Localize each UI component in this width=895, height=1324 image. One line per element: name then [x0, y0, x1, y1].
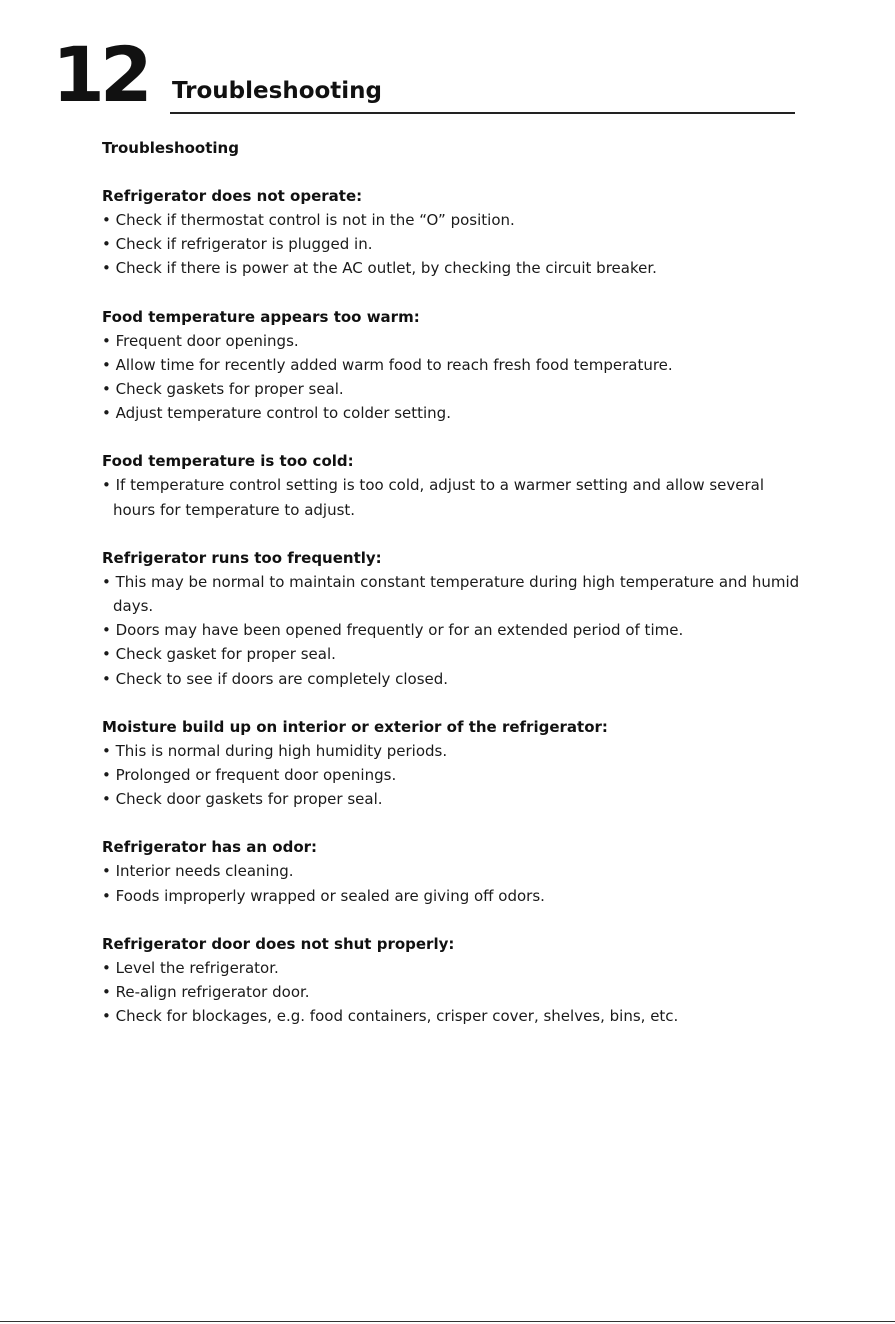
list-item: • Check if refrigerator is plugged in. — [102, 232, 802, 256]
bullet-list — [102, 956, 802, 1029]
list-item: • If temperature control setting is too cold, adjust to a warmer setting and allow several hours for temperature to adjust. — [102, 473, 802, 521]
section-heading: Refrigerator has an odor: — [102, 838, 318, 857]
bullet-list — [102, 570, 802, 691]
bullet-list — [102, 473, 802, 521]
chapter-number: 12 — [52, 30, 148, 119]
section-heading: Refrigerator door does not shut properly: — [102, 934, 455, 953]
list-item: • Check door gaskets for proper seal. — [102, 787, 802, 811]
bullet-list — [102, 739, 802, 812]
list-item: • This may be normal to maintain constant temperature during high temperature and humid days. — [102, 570, 802, 618]
bullet-list — [102, 859, 802, 907]
section-too-warm — [102, 305, 802, 426]
title-divider — [170, 112, 795, 114]
section-moisture — [102, 715, 802, 812]
section-does-not-operate — [102, 184, 802, 281]
bullet-list — [102, 208, 802, 281]
section-heading: Moisture build up on interior or exterior of the refrigerator: — [102, 717, 608, 736]
chapter-title: Troubleshooting — [172, 78, 383, 104]
list-item: • Check gaskets for proper seal. — [102, 377, 802, 401]
footer-divider — [0, 1321, 895, 1322]
section-runs-too-frequently — [102, 546, 802, 691]
list-item: • Check if thermostat control is not in the “O” position. — [102, 208, 802, 232]
section-heading: Food temperature is too cold: — [102, 452, 354, 471]
section-odor — [102, 835, 802, 907]
list-item: • Level the refrigerator. — [102, 956, 802, 980]
list-item: • Re-align refrigerator door. — [102, 980, 802, 1004]
section-door-not-shut — [102, 932, 802, 1029]
list-item: • Check if there is power at the AC outlet, by checking the circuit breaker. — [102, 256, 802, 280]
list-item: • Frequent door openings. — [102, 329, 802, 353]
list-item: • Check for blockages, e.g. food containers, crisper cover, shelves, bins, etc. — [102, 1004, 802, 1028]
page-heading: Troubleshooting — [102, 139, 239, 157]
bullet-list — [102, 329, 802, 426]
list-item: • Prolonged or frequent door openings. — [102, 763, 802, 787]
list-item: • Check gasket for proper seal. — [102, 642, 802, 666]
list-item: • Adjust temperature control to colder setting. — [102, 401, 802, 425]
section-too-cold — [102, 449, 802, 521]
list-item: • Check to see if doors are completely closed. — [102, 667, 802, 691]
troubleshooting-content — [102, 136, 802, 1052]
list-item: • Doors may have been opened frequently or for an extended period of time. — [102, 618, 802, 642]
list-item: • This is normal during high humidity periods. — [102, 739, 802, 763]
section-heading: Refrigerator runs too frequently: — [102, 548, 382, 567]
section-heading: Refrigerator does not operate: — [102, 187, 363, 205]
list-item: • Foods improperly wrapped or sealed are giving off odors. — [102, 884, 802, 908]
section-heading: Food temperature appears too warm: — [102, 307, 420, 326]
list-item: • Allow time for recently added warm food to reach fresh food temperature. — [102, 353, 802, 377]
list-item: • Interior needs cleaning. — [102, 859, 802, 883]
